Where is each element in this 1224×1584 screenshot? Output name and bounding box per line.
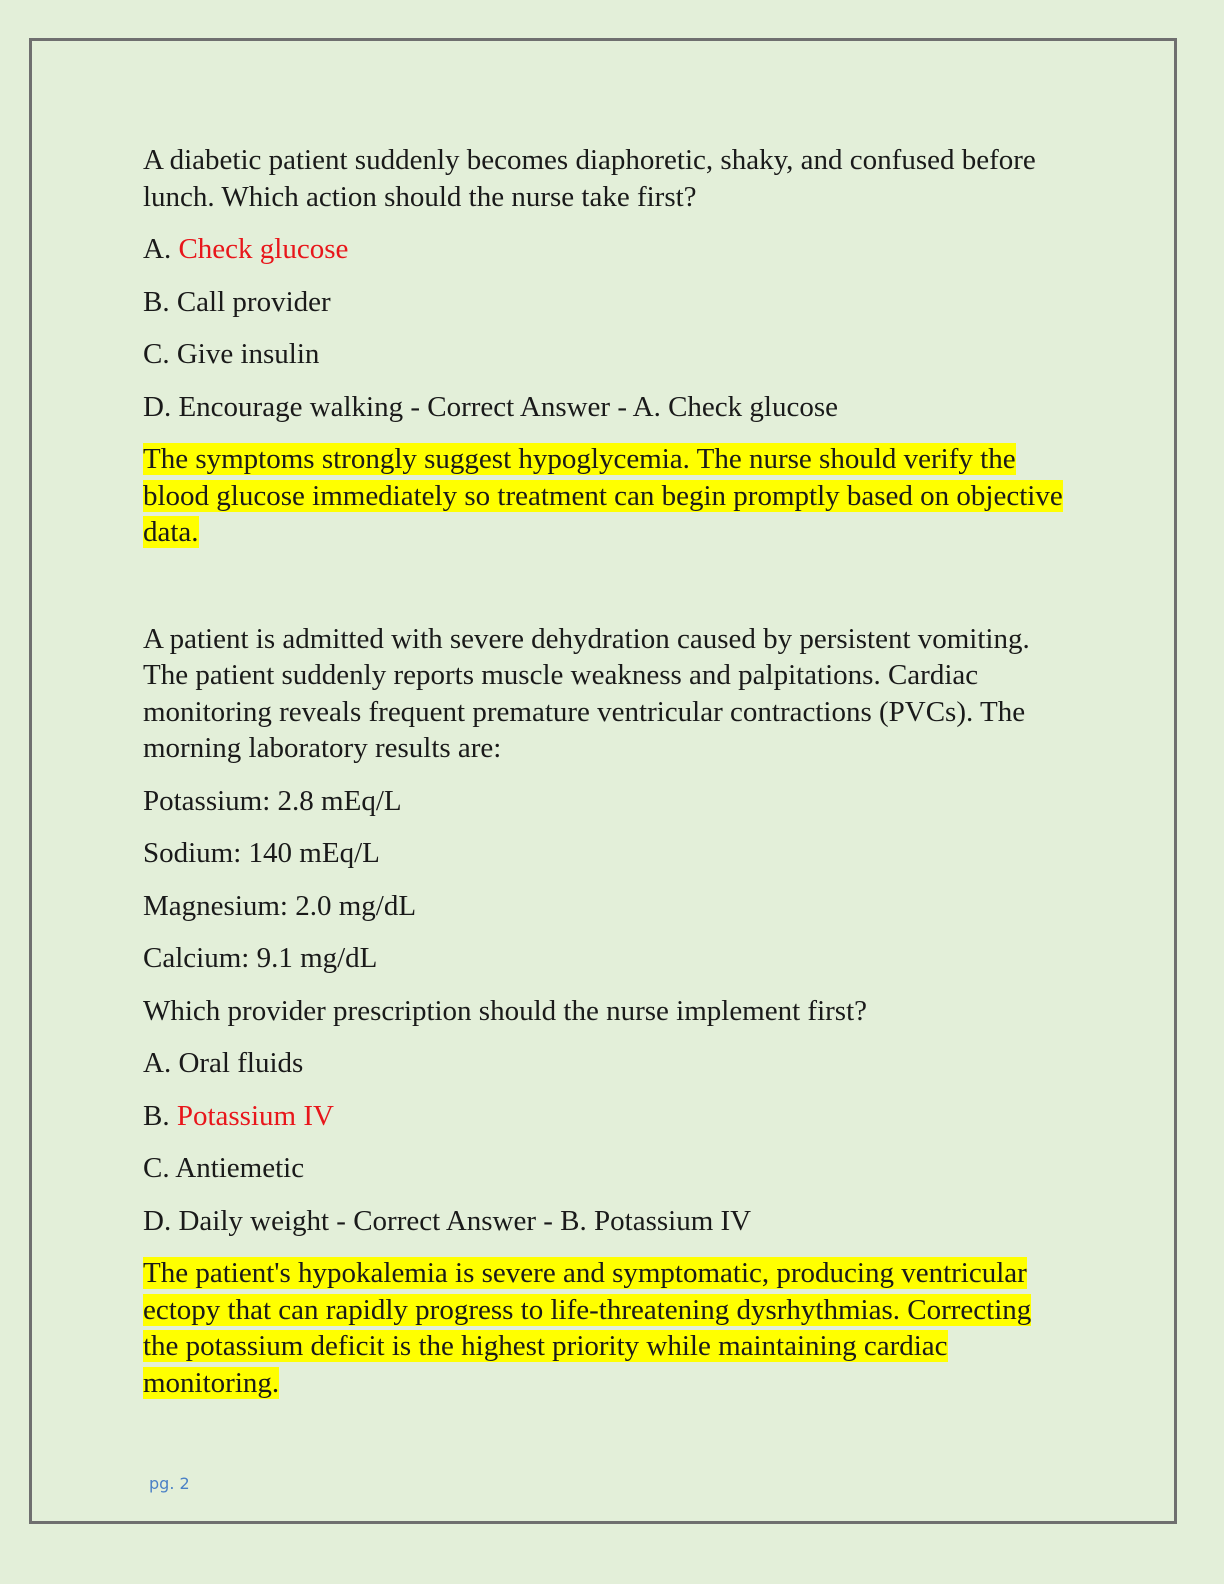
option-letter: A. <box>143 1047 172 1079</box>
lab-result-sodium: Sodium: 140 mEq/L <box>143 837 380 869</box>
correct-option-text: Check glucose <box>178 233 349 265</box>
option-text: Daily weight - Correct Answer - B. Potassium IV <box>178 1204 752 1237</box>
option-text: Oral fluids <box>178 1047 304 1079</box>
question-1 <box>143 142 1073 551</box>
rationale-highlight: The patient's hypokalemia is severe and symptomatic, producing ventricular ectopy that can rapidly progress to life-threatening dysrhythmias. Correcting the potassium deficit is the highest priority while maintaining cardiac monitoring. <box>143 1257 1032 1399</box>
lab-result-potassium: Potassium: 2.8 mEq/L <box>143 784 402 817</box>
option-letter: B. <box>143 1099 170 1132</box>
question-1-option-c <box>143 336 1073 373</box>
option-text: Antiemetic <box>175 1152 305 1184</box>
question-1-option-b <box>143 284 1073 321</box>
option-letter: C. <box>143 338 170 370</box>
page-number: pg. 2 <box>149 1474 190 1493</box>
lab-result-calcium: Calcium: 9.1 mg/dL <box>143 942 378 974</box>
section-spacer <box>143 567 1073 621</box>
question-2-rationale <box>143 1255 1073 1401</box>
lab-result-magnesium: Magnesium: 2.0 mg/dL <box>143 889 417 922</box>
option-text: Call provider <box>176 285 331 318</box>
option-letter: D. <box>143 1204 172 1237</box>
rationale-highlight: The symptoms strongly suggest hypoglycemia. The nurse should verify the blood glucose immediately so treatment can begin promptly based on objective data. <box>143 443 1063 548</box>
question-1-option-d <box>143 389 1073 426</box>
option-letter: B. <box>143 285 170 318</box>
option-text: Give insulin <box>176 338 320 370</box>
question-2-stem: A patient is admitted with severe dehydration caused by persistent vomiting. The patient suddenly reports muscle weakness and palpitations. Cardiac monitoring reveals frequent premature ventricular contractions (PVCs). The morning laboratory results are: <box>143 622 1030 764</box>
option-letter: D. <box>143 390 172 423</box>
question-1-option-a <box>143 231 1073 268</box>
correct-option-text: Potassium IV <box>176 1099 334 1132</box>
question-1-rationale <box>143 441 1073 551</box>
question-2-option-d <box>143 1203 1073 1240</box>
option-text: Encourage walking - Correct Answer - A. Check glucose <box>178 390 839 423</box>
question-1-stem: A diabetic patient suddenly becomes diaphoretic, shaky, and confused before lunch. Which action should the nurse take first? <box>143 144 1036 213</box>
document-body <box>143 142 1073 1417</box>
option-letter: A. <box>143 233 172 265</box>
question-2-prompt: Which provider prescription should the nurse implement first? <box>143 994 868 1027</box>
question-2-option-a <box>143 1045 1073 1082</box>
option-letter: C. <box>143 1152 170 1184</box>
question-2-option-c <box>143 1150 1073 1187</box>
question-2-option-b <box>143 1098 1073 1135</box>
question-2 <box>143 621 1073 1402</box>
